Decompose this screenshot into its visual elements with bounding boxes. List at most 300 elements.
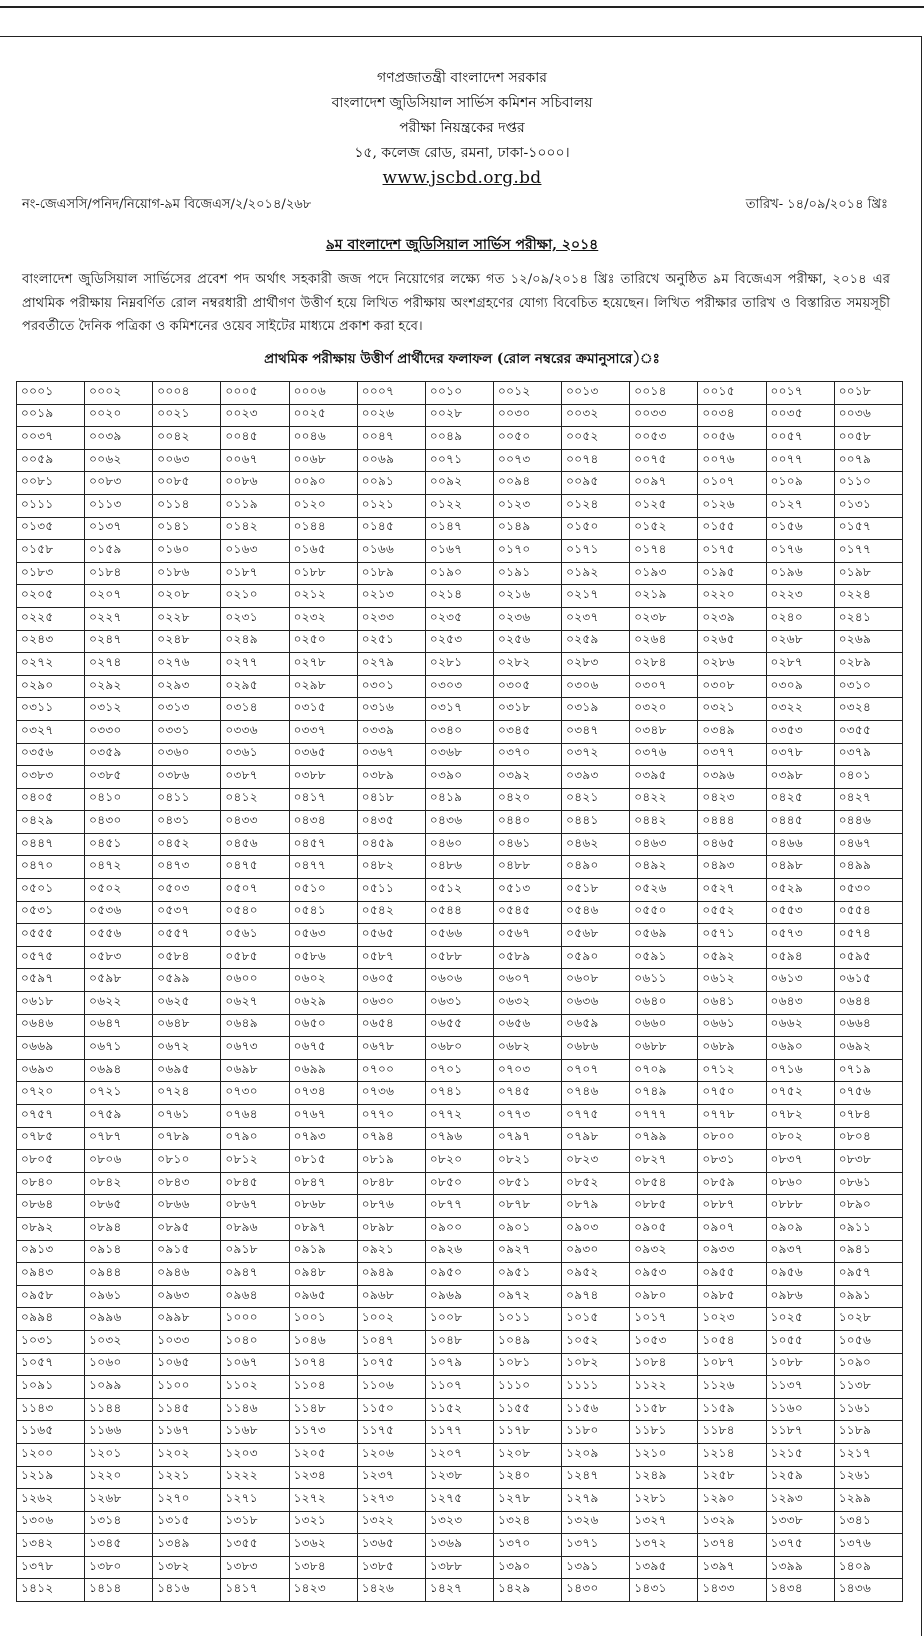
roll-number-cell: ০৬২৫: [153, 992, 221, 1015]
roll-number-cell: ১২৭৩: [357, 1489, 425, 1512]
table-row: [17, 743, 903, 766]
roll-number-cell: ০৯৪১: [834, 1240, 902, 1263]
roll-number-cell: ১০৫৬: [834, 1330, 902, 1353]
roll-number-cell: ০৮৬০: [766, 1172, 834, 1195]
table-row: [17, 879, 903, 902]
roll-number-cell: ০৮৯৮: [357, 1217, 425, 1240]
roll-number-cell: ০০৩২: [562, 404, 630, 427]
roll-number-cell: ১০৫৪: [698, 1330, 766, 1353]
roll-number-cell: ১০৫৩: [630, 1330, 698, 1353]
roll-number-cell: ০০৭৬: [698, 449, 766, 472]
roll-number-cell: ০৯৪৩: [17, 1263, 85, 1286]
roll-number-cell: ১২৭৯: [562, 1489, 630, 1512]
roll-number-cell: ০৪৩৫: [357, 811, 425, 834]
roll-number-cell: ০৬৮০: [425, 1037, 493, 1060]
roll-number-cell: ০২৩৮: [630, 607, 698, 630]
roll-number-cell: ০৩৩৯: [357, 720, 425, 743]
roll-number-cell: ০১৮৩: [17, 562, 85, 585]
roll-number-cell: ০৩০১: [357, 675, 425, 698]
roll-number-cell: ০৮৯৪: [85, 1217, 153, 1240]
roll-number-cell: ১২০০: [17, 1443, 85, 1466]
table-row: [17, 1240, 903, 1263]
table-row: [17, 1330, 903, 1353]
roll-number-cell: ০৩৭২: [562, 743, 630, 766]
roll-number-cell: ০৮০৪: [834, 1127, 902, 1150]
roll-number-cell: ০৭৬৪: [221, 1105, 289, 1128]
roll-number-cell: ০১৮৭: [221, 562, 289, 585]
roll-number-cell: ০৪১২: [221, 788, 289, 811]
roll-number-cell: ০৫৯২: [698, 946, 766, 969]
roll-number-cell: ১৩৭৪: [698, 1534, 766, 1557]
roll-number-cell: ০৮০৫: [17, 1150, 85, 1173]
roll-number-cell: ১০৫২: [562, 1330, 630, 1353]
roll-number-cell: ০৪৬৫: [698, 833, 766, 856]
roll-number-cell: ০৩৬৭: [357, 743, 425, 766]
roll-number-cell: ০০৫৮: [834, 427, 902, 450]
roll-number-cell: ১৩৪৫: [85, 1534, 153, 1557]
roll-number-cell: ০৬৬১: [698, 1014, 766, 1037]
roll-number-cell: ০৩৫৩: [766, 720, 834, 743]
roll-number-cell: ০১২৭: [766, 494, 834, 517]
roll-number-cell: ১১৩৮: [834, 1376, 902, 1399]
roll-number-cell: ০০০৪: [153, 382, 221, 405]
roll-number-cell: ১২৪৭: [562, 1466, 630, 1489]
roll-number-cell: ০৩৬৮: [425, 743, 493, 766]
roll-number-cell: ০৫৫০: [630, 901, 698, 924]
roll-number-cell: ০৭১৬: [766, 1059, 834, 1082]
roll-number-cell: ০৪৩০: [85, 811, 153, 834]
roll-number-cell: ০০০২: [85, 382, 153, 405]
roll-number-cell: ১৩৬২: [289, 1534, 357, 1557]
roll-number-cell: ০৪৭৭: [289, 856, 357, 879]
roll-number-cell: ০৫৮৯: [493, 946, 561, 969]
roll-number-cell: ০৭৯৩: [289, 1127, 357, 1150]
roll-number-cell: ০০৪৭: [357, 427, 425, 450]
roll-number-cell: ০৯১৪: [85, 1240, 153, 1263]
roll-number-cell: ০৩২২: [766, 698, 834, 721]
roll-number-cell: ১২৩৪: [289, 1466, 357, 1489]
roll-number-cell: ০৭১২: [698, 1059, 766, 1082]
roll-number-cell: ০৯৫৩: [630, 1263, 698, 1286]
roll-number-cell: ১২১৭: [834, 1443, 902, 1466]
table-row: [17, 1398, 903, 1421]
roll-number-cell: ০২৯৫: [221, 675, 289, 698]
roll-number-cell: ০৪৫১: [85, 833, 153, 856]
roll-number-cell: ০০৪৬: [289, 427, 357, 450]
roll-number-cell: ১৩২২: [357, 1511, 425, 1534]
roll-number-cell: ০০৭৭: [766, 449, 834, 472]
roll-number-cell: ০৮৬১: [834, 1172, 902, 1195]
roll-number-cell: ০৯১৯: [289, 1240, 357, 1263]
table-row: [17, 1150, 903, 1173]
roll-number-cell: ০৬১৫: [834, 969, 902, 992]
roll-number-cell: ০৯৭৪: [562, 1285, 630, 1308]
roll-number-cell: ০৩৫৫: [834, 720, 902, 743]
roll-number-cell: ০৩১৪: [221, 698, 289, 721]
roll-number-cell: ০০৮১: [17, 472, 85, 495]
roll-number-cell: ০২৪৮: [153, 630, 221, 653]
roll-number-cell: ০৩১০: [834, 675, 902, 698]
roll-number-cell: ১১১১: [562, 1376, 630, 1399]
roll-number-cell: ১২৯৩: [766, 1489, 834, 1512]
roll-number-cell: ১১৪৬: [221, 1398, 289, 1421]
roll-number-cell: ০৫৫৬: [85, 924, 153, 947]
roll-number-cell: ০৬৪৭: [85, 1014, 153, 1037]
roll-number-cell: ০১৬৬: [357, 540, 425, 563]
roll-number-cell: ০৫৪৬: [562, 901, 630, 924]
table-row: [17, 1421, 903, 1444]
roll-number-cell: ০৬৯৪: [85, 1059, 153, 1082]
roll-number-cell: ০৬৬২: [766, 1014, 834, 1037]
roll-number-cell: ০৫৩১: [17, 901, 85, 924]
roll-number-cell: ০৫৪০: [221, 901, 289, 924]
roll-number-cell: ০৬৯৯: [289, 1059, 357, 1082]
roll-number-cell: ১১০৬: [357, 1376, 425, 1399]
roll-number-cell: ০৮৮৭: [698, 1195, 766, 1218]
roll-number-cell: ০৬৪৮: [153, 1014, 221, 1037]
roll-number-cell: ০১৭৪: [630, 540, 698, 563]
roll-number-cell: ১০৮৭: [698, 1353, 766, 1376]
roll-number-cell: ০৩৩৭: [289, 720, 357, 743]
roll-number-cell: ০৬৩২: [493, 992, 561, 1015]
roll-number-cell: ১৪০৯: [834, 1556, 902, 1579]
roll-number-cell: ০২৫০: [289, 630, 357, 653]
roll-number-cell: ০৬৪১: [698, 992, 766, 1015]
roll-number-cell: ০৪৮২: [357, 856, 425, 879]
roll-number-cell: ০৭৮৪: [834, 1105, 902, 1128]
roll-number-cell: ০৪৯৩: [698, 856, 766, 879]
roll-number-cell: ০৯৬৮: [357, 1285, 425, 1308]
roll-number-cell: ১২০৮: [493, 1443, 561, 1466]
table-row: [17, 788, 903, 811]
roll-number-cell: ০৬৫৪: [357, 1014, 425, 1037]
roll-number-cell: ০৬৫০: [289, 1014, 357, 1037]
roll-number-cell: ০০৩৪: [698, 404, 766, 427]
roll-number-cell: ০৮৫১: [493, 1172, 561, 1195]
roll-number-cell: ১২৭০: [153, 1489, 221, 1512]
roll-number-cell: ০৯১৮: [221, 1240, 289, 1263]
table-row: [17, 404, 903, 427]
roll-number-cell: ০২৮৯: [834, 653, 902, 676]
roll-number-cell: ০৬৮২: [493, 1037, 561, 1060]
table-row: [17, 1195, 903, 1218]
roll-number-cell: ০২২৮: [153, 607, 221, 630]
roll-number-cell: ১২০৫: [289, 1443, 357, 1466]
roll-number-cell: ১৩২৯: [698, 1511, 766, 1534]
roll-number-cell: ০২৫৯: [562, 630, 630, 653]
roll-number-cell: ০৩১৬: [357, 698, 425, 721]
roll-number-cell: ০০৫৩: [630, 427, 698, 450]
table-row: [17, 1466, 903, 1489]
roll-number-cell: ১৪৩১: [630, 1579, 698, 1602]
table-row: [17, 766, 903, 789]
roll-number-cell: ১৩২৬: [562, 1511, 630, 1534]
roll-number-cell: ০৮৪৫: [221, 1172, 289, 1195]
roll-number-cell: ০১৬৭: [425, 540, 493, 563]
roll-number-cell: ০০১৮: [834, 382, 902, 405]
roll-number-cell: ০৬১১: [630, 969, 698, 992]
roll-number-cell: ০৮৬৪: [17, 1195, 85, 1218]
roll-number-cell: ০৪৪৬: [834, 811, 902, 834]
roll-number-cell: ০০২৩: [221, 404, 289, 427]
roll-number-cell: ১১৬৮: [221, 1421, 289, 1444]
roll-number-cell: ১৪২৯: [493, 1579, 561, 1602]
roll-number-cell: ০৭৭২: [425, 1105, 493, 1128]
roll-number-cell: ১৩৫৫: [221, 1534, 289, 1557]
roll-number-cell: ০২৬৫: [698, 630, 766, 653]
roll-number-cell: ০৮৯০: [834, 1195, 902, 1218]
roll-number-cell: ০৫২৯: [766, 879, 834, 902]
roll-number-cell: ০৬৫৯: [562, 1014, 630, 1037]
roll-number-cell: ১৩২৪: [493, 1511, 561, 1534]
roll-number-cell: ১০২৩: [698, 1308, 766, 1331]
roll-number-cell: ০৬৪৩: [766, 992, 834, 1015]
roll-number-cell: ০৩৪৮: [630, 720, 698, 743]
roll-number-cell: ০৭৫৬: [834, 1082, 902, 1105]
roll-number-cell: ১৪২৬: [357, 1579, 425, 1602]
roll-number-cell: ০১২৬: [698, 494, 766, 517]
roll-number-cell: ০২৭৬: [153, 653, 221, 676]
roll-number-cell: ০৬৯০: [766, 1037, 834, 1060]
roll-number-cell: ০৩০৫: [493, 675, 561, 698]
roll-number-cell: ০২৪০: [766, 607, 834, 630]
roll-number-cell: ০৬৯২: [834, 1037, 902, 1060]
roll-number-cell: ১০৬০: [85, 1353, 153, 1376]
roll-number-cell: ১২৭৮: [493, 1489, 561, 1512]
roll-number-cell: ০৯৪৮: [289, 1263, 357, 1286]
roll-number-cell: ০৩৯৬: [698, 766, 766, 789]
roll-number-cell: ০৯৩৩: [698, 1240, 766, 1263]
roll-number-cell: ০৮৬৬: [153, 1195, 221, 1218]
roll-number-cell: ০১৫৫: [698, 517, 766, 540]
roll-number-cell: ০০৬৩: [153, 449, 221, 472]
roll-number-cell: ০৯৮০: [630, 1285, 698, 1308]
roll-number-cell: ০৫৩০: [834, 879, 902, 902]
roll-number-cell: ০১৬৩: [221, 540, 289, 563]
roll-number-cell: ১২৩৮: [425, 1466, 493, 1489]
roll-number-cell: ০৫২৬: [630, 879, 698, 902]
table-row: [17, 1059, 903, 1082]
roll-number-cell: ১০৮২: [562, 1353, 630, 1376]
roll-number-cell: ০১৩৭: [85, 517, 153, 540]
roll-number-cell: ০৯৯৪: [17, 1308, 85, 1331]
roll-number-cell: ০৪৪১: [562, 811, 630, 834]
roll-number-cell: ০৭৭৮: [698, 1105, 766, 1128]
roll-number-cell: ১৩৪২: [17, 1534, 85, 1557]
roll-number-cell: ০৭৭০: [357, 1105, 425, 1128]
roll-number-cell: ১২১০: [630, 1443, 698, 1466]
roll-number-cell: ০১১৩: [85, 494, 153, 517]
roll-number-cell: ০০৭১: [425, 449, 493, 472]
table-row: [17, 517, 903, 540]
roll-number-cell: ০০৫২: [562, 427, 630, 450]
roll-number-cell: ০৩৯৩: [562, 766, 630, 789]
roll-number-cell: ০৪৪৭: [17, 833, 85, 856]
table-row: [17, 1127, 903, 1150]
roll-number-cell: ০৫৯৪: [766, 946, 834, 969]
roll-number-cell: ১২৩৭: [357, 1466, 425, 1489]
roll-number-cell: ০৬০২: [289, 969, 357, 992]
roll-number-cell: ০৬১৩: [766, 969, 834, 992]
roll-number-cell: ০৭৯৪: [357, 1127, 425, 1150]
roll-number-cell: ০০২৬: [357, 404, 425, 427]
roll-number-cell: ১২২২: [221, 1466, 289, 1489]
roll-number-cell: ০৫০৭: [221, 879, 289, 902]
roll-number-cell: ০১৭০: [493, 540, 561, 563]
roll-number-cell: ০৪১৯: [425, 788, 493, 811]
roll-number-cell: ০৭৪৯: [630, 1082, 698, 1105]
roll-number-cell: ০৬৬৯: [17, 1037, 85, 1060]
roll-number-cell: ০৪৬৬: [766, 833, 834, 856]
roll-number-cell: ০৫৫২: [698, 901, 766, 924]
roll-number-cell: ১২৮১: [630, 1489, 698, 1512]
roll-number-cell: ০৮১৯: [357, 1150, 425, 1173]
roll-number-cell: ১১০০: [153, 1376, 221, 1399]
roll-number-cell: ০২৭২: [17, 653, 85, 676]
roll-number-cell: ০৮৯৭: [289, 1217, 357, 1240]
roll-number-cell: ০৪৭৫: [221, 856, 289, 879]
notice-body: বাংলাদেশ জুডিসিয়াল সার্ভিসের প্রবেশ পদ অর্থাৎ সহকারী জজ পদে নিয়োগের লক্ষ্যে গত ১২/০৯/২০১৪ খ্রিঃ তারিখে অনুষ্ঠিত ৯ম বিজেএস পরীক্ষা, ২০১৪ এর প্রাথমিক পরীক্ষায় নিম্নবর্ণিত রোল নম্বরধারী প্রার্থীগণ উত্তীর্ণ হয়ে লিখিত পরীক্ষায় অংশগ্রহণের যোগ্য বিবেচিত হয়েছেন। লিখিত পরীক্ষার তারিখ ও বিস্তারিত সময়সূচী পরবর্তীতে দৈনিক পত্রিকা ও কমিশনের ওয়েব সাইটের মাধ্যমে প্রকাশ করা হবে।: [22, 272, 890, 334]
roll-number-cell: ০৩২৪: [834, 698, 902, 721]
roll-number-cell: ০৬২২: [85, 992, 153, 1015]
roll-number-cell: ০০৩৬: [834, 404, 902, 427]
roll-number-cell: ০১৭৭: [834, 540, 902, 563]
subject-text: ৯ম বাংলাদেশ জুডিসিয়াল সার্ভিস পরীক্ষা, ২০১৪: [325, 237, 599, 253]
roll-number-cell: ০২২৫: [17, 607, 85, 630]
roll-number-cell: ১১২২: [630, 1376, 698, 1399]
roll-number-cell: ০৬৭১: [85, 1037, 153, 1060]
roll-number-cell: ০০৭৫: [630, 449, 698, 472]
roll-number-cell: ০৮৯২: [17, 1217, 85, 1240]
roll-number-cell: ০২০৫: [17, 585, 85, 608]
table-row: [17, 607, 903, 630]
roll-number-cell: ০৭০১: [425, 1059, 493, 1082]
roll-number-cell: ১৪৩৬: [834, 1579, 902, 1602]
roll-number-cell: ০১৩৫: [17, 517, 85, 540]
roll-number-cell: ০৩৬১: [221, 743, 289, 766]
roll-number-cell: ০৮৭৯: [562, 1195, 630, 1218]
roll-number-cell: ১২০১: [85, 1443, 153, 1466]
roll-number-cell: ০৬৬০: [630, 1014, 698, 1037]
roll-number-cell: ১০৯১: [17, 1376, 85, 1399]
table-row: [17, 969, 903, 992]
roll-number-cell: ০৬১৮: [17, 992, 85, 1015]
roll-number-cell: ০০০১: [17, 382, 85, 405]
roll-number-cell: ১৩৭০: [493, 1534, 561, 1557]
roll-number-cell: ০৯৯৮: [153, 1308, 221, 1331]
roll-number-cell: ১১৬১: [834, 1398, 902, 1421]
roll-number-cell: ০৯৫৬: [766, 1263, 834, 1286]
roll-number-cell: ১১৪৮: [289, 1398, 357, 1421]
table-row: [17, 1217, 903, 1240]
roll-number-cell: ০২৯৮: [289, 675, 357, 698]
roll-number-cell: ০২৫১: [357, 630, 425, 653]
roll-number-cell: ০৮৭৬: [357, 1195, 425, 1218]
table-row: [17, 1376, 903, 1399]
table-row: [17, 1285, 903, 1308]
roll-number-cell: ০৩০৬: [562, 675, 630, 698]
roll-number-cell: ০৫৯৯: [153, 969, 221, 992]
roll-number-cell: ০২৮২: [493, 653, 561, 676]
roll-number-cell: ১৪১৭: [221, 1579, 289, 1602]
roll-number-cell: ০১৫৮: [17, 540, 85, 563]
roll-number-cell: ১২১৯: [17, 1466, 85, 1489]
roll-number-cell: ০৮৩৮: [834, 1150, 902, 1173]
roll-number-cell: ০৯০৯: [766, 1217, 834, 1240]
roll-number-cell: ০৯৬৫: [289, 1285, 357, 1308]
roll-number-cell: ১৩৪১: [834, 1511, 902, 1534]
roll-number-cell: ০০৩৭: [17, 427, 85, 450]
roll-number-cell: ১০২৫: [766, 1308, 834, 1331]
roll-number-cell: ০২৯২: [85, 675, 153, 698]
roll-number-cell: ০৫১৩: [493, 879, 561, 902]
letterhead-website[interactable]: www.jscbd.org.bd: [382, 168, 542, 188]
roll-number-cell: ০৭৮২: [766, 1105, 834, 1128]
roll-number-cell: ১৩১৫: [153, 1511, 221, 1534]
roll-number-cell: ০৮১০: [153, 1150, 221, 1173]
roll-number-cell: ১০৭৪: [289, 1353, 357, 1376]
roll-number-cell: ০৭৮৫: [17, 1127, 85, 1150]
roll-number-cell: ০৬৭৩: [221, 1037, 289, 1060]
roll-number-cell: ০৩৮৫: [85, 766, 153, 789]
roll-number-cell: ০৩৪৯: [698, 720, 766, 743]
roll-number-cell: ০১৯৫: [698, 562, 766, 585]
roll-number-cell: ১৩৯৯: [766, 1556, 834, 1579]
roll-number-cell: ০৪৬০: [425, 833, 493, 856]
roll-number-cell: ০৬০৮: [562, 969, 630, 992]
roll-number-cell: ০১৭১: [562, 540, 630, 563]
roll-number-cell: ০০৩৫: [766, 404, 834, 427]
roll-number-cell: ০৪৬৭: [834, 833, 902, 856]
roll-number-cell: ০০৬৭: [221, 449, 289, 472]
roll-number-cell: ০৫৮৬: [289, 946, 357, 969]
roll-number-cell: ০০৪২: [153, 427, 221, 450]
roll-number-cell: ০২৯০: [17, 675, 85, 698]
roll-number-cell: ০০৫০: [493, 427, 561, 450]
roll-number-cell: ০০৯৭: [630, 472, 698, 495]
table-row: [17, 1353, 903, 1376]
roll-number-cell: ০১৮৪: [85, 562, 153, 585]
roll-number-cell: ১৩৭৬: [834, 1534, 902, 1557]
roll-number-cell: ১০৮৮: [766, 1353, 834, 1376]
roll-number-cell: ০৪৫৯: [357, 833, 425, 856]
roll-number-cell: ০৫০২: [85, 879, 153, 902]
table-row: [17, 562, 903, 585]
roll-number-cell: ০৫৬৮: [562, 924, 630, 947]
roll-number-cell: ১২৬৮: [85, 1489, 153, 1512]
roll-number-cell: ০৯১৩: [17, 1240, 85, 1263]
roll-number-cell: ০৮৭৭: [425, 1195, 493, 1218]
roll-number-cell: ০০৮৩: [85, 472, 153, 495]
table-row: [17, 1105, 903, 1128]
roll-number-cell: ০০৬২: [85, 449, 153, 472]
table-row: [17, 1172, 903, 1195]
roll-number-cell: ০২৩৭: [562, 607, 630, 630]
roll-number-cell: ০৯৫৫: [698, 1263, 766, 1286]
roll-number-cell: ০৪৮৬: [425, 856, 493, 879]
roll-number-cell: ১২৫৮: [698, 1466, 766, 1489]
roll-number-cell: ১২০২: [153, 1443, 221, 1466]
roll-number-cell: ০৭৯৭: [493, 1127, 561, 1150]
roll-number-cell: ০৯৭২: [493, 1285, 561, 1308]
letterhead-office: পরীক্ষা নিয়ন্ত্রকের দপ্তর: [399, 120, 525, 136]
roll-number-cell: ০৮২১: [493, 1150, 561, 1173]
roll-number-cell: ০১৬০: [153, 540, 221, 563]
roll-number-cell: ১৩১৮: [221, 1511, 289, 1534]
roll-number-cell: ০৩০৯: [766, 675, 834, 698]
roll-number-cell: ০০৪৫: [221, 427, 289, 450]
table-row: [17, 946, 903, 969]
